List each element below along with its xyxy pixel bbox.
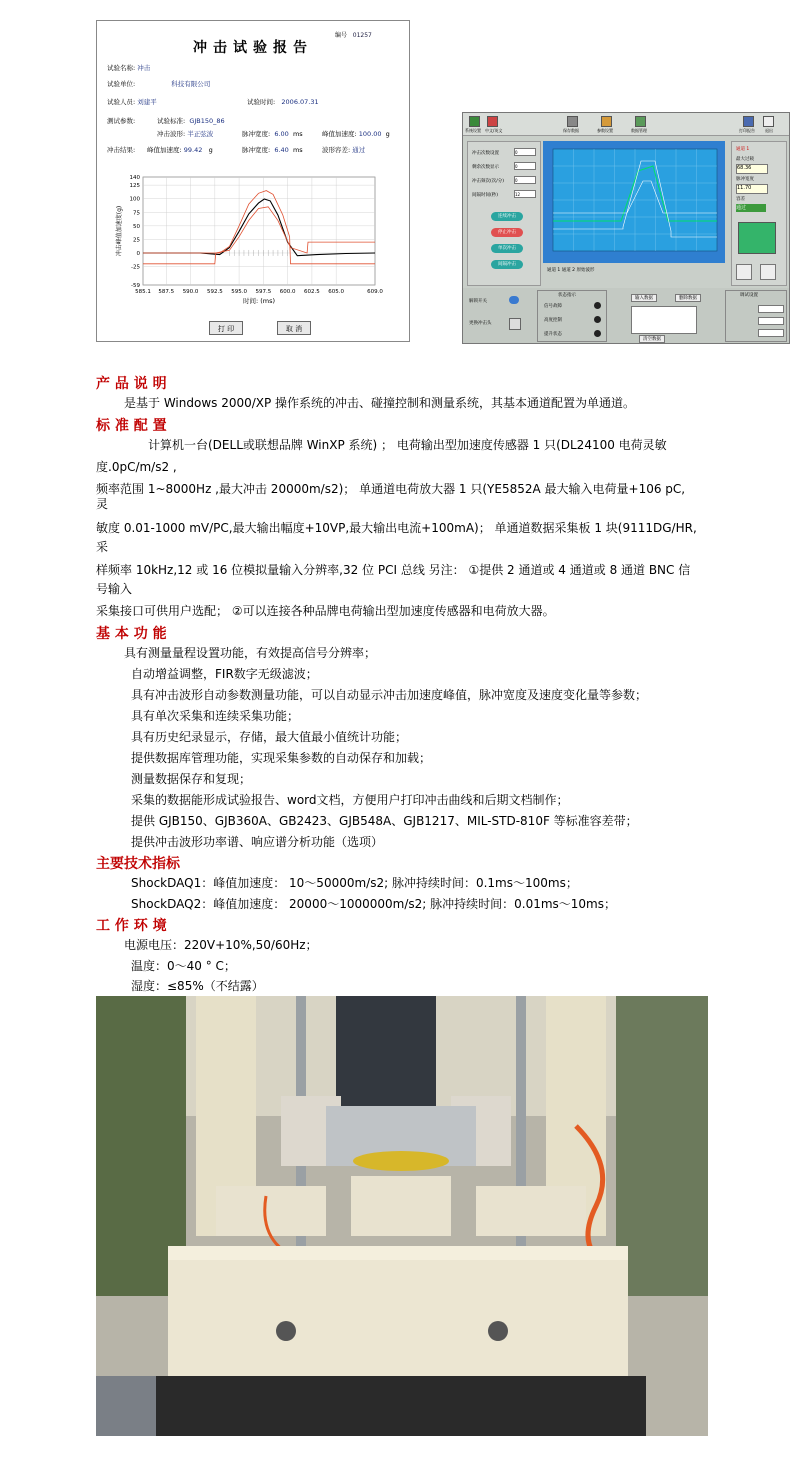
status-led (594, 302, 601, 309)
system-settings-icon[interactable] (469, 116, 480, 127)
field-label: 冲击频次(次/分) (472, 179, 505, 184)
x-tick-label: 592.5 (206, 289, 223, 295)
debug-input[interactable] (758, 305, 784, 313)
spec-line: ShockDAQ2：峰值加速度： 20000～1000000m/s2; 脉冲持续时间：0.01ms～10ms； (131, 897, 616, 911)
change-head-label: 更换冲击头 (469, 321, 492, 326)
test-time-row: 试验时间: 2006.07.31 (247, 98, 319, 106)
shock-control-software-window (462, 112, 790, 344)
debug-group-title: 调试设置 (740, 293, 758, 298)
toolbar-label: 打印报告 (739, 128, 755, 133)
x-tick-label: 602.5 (304, 289, 320, 295)
status-led (594, 316, 601, 323)
x-tick-label: 609.0 (367, 289, 383, 295)
config-line: 敏度 0.01-1000 mV/PC,最大输出幅度+10VP,最大输出电流+100mA)； 单通道数据采集板 1 块(9111DG/HR, (96, 521, 697, 535)
function-item: 具有单次采集和连续采集功能； (131, 709, 300, 723)
y-tick-label: 125 (129, 183, 140, 190)
pulse-width-row: 脉冲宽度: 6.00 ms (242, 130, 303, 138)
standard-row: 试验标准: GJB150_86 (157, 117, 225, 125)
status-group (537, 290, 607, 342)
function-item: 提供数据库管理功能，实现采集参数的自动保存和加载； (131, 751, 432, 765)
y-tick-label: 50 (133, 223, 140, 230)
test-person-row: 试验人员: 刘建平 (107, 98, 157, 106)
config-line: 灵 (96, 497, 109, 511)
status-led (594, 330, 601, 337)
y-tick-label: 25 (133, 237, 140, 244)
print-report-icon[interactable] (743, 116, 754, 127)
debug-input[interactable] (758, 329, 784, 337)
y-tick-label: -59 (131, 283, 140, 289)
pulse-width-label: 脉冲宽度 (736, 177, 754, 182)
live-waveform-chart (543, 141, 725, 263)
chart-channel-labels: 通道 1 通道 2 原始波形 (547, 268, 595, 273)
tolerance-label: 容差 (736, 197, 745, 202)
status-group-title: 状态指示 (558, 293, 576, 298)
status-label: 提升状态 (544, 332, 562, 337)
environment-line: 湿度：≤85%（不结露） (131, 979, 264, 993)
x-tick-label: 605.0 (328, 289, 345, 295)
config-line: 采 (96, 540, 109, 554)
toolbar-label: 系统设置 (465, 128, 481, 133)
software-toolbar (463, 113, 789, 136)
save-data-icon[interactable] (567, 116, 578, 127)
section-title-environment: 工 作 环 境 (96, 918, 167, 934)
x-tick-label: 587.5 (158, 289, 175, 295)
debug-input[interactable] (758, 317, 784, 325)
zoom-in-icon[interactable] (736, 264, 752, 280)
config-line: 计算机一台(DELL或联想品牌 WinXP 系统) ； 电荷输出型加速度传感器 1 只(DL24100 电荷灵敏 (148, 438, 667, 452)
toolbar-label: 参数设置 (597, 128, 613, 133)
x-tick-label: 597.5 (255, 289, 272, 295)
section-title-configuration: 标 准 配 置 (96, 418, 167, 434)
function-item: 具有历史纪录显示，存储，最大值最小值统计功能； (131, 730, 408, 744)
control-panel-left (467, 141, 541, 286)
x-tick-label: 600.0 (279, 289, 296, 295)
continuous-shock-button[interactable]: 连续冲击 (491, 212, 523, 221)
interval-time-input[interactable]: 12 (514, 190, 536, 198)
readout-panel-right (731, 141, 787, 286)
input-data-button[interactable]: 输入数据 (631, 294, 657, 302)
y-tick-label: 75 (133, 210, 140, 217)
parameter-settings-icon[interactable] (601, 116, 612, 127)
section-title-description: 产 品 说 明 (96, 376, 167, 392)
software-bottom-panel (463, 288, 789, 344)
stop-shock-button[interactable]: 停止冲击 (491, 228, 523, 237)
cancel-button[interactable]: 取 消 (277, 321, 311, 335)
shock-test-machine-photo (96, 996, 708, 1436)
debug-settings-group (725, 290, 787, 342)
section-title-specifications: 主要技术指标 (96, 856, 180, 872)
clear-data-button[interactable]: 清空数据 (639, 335, 665, 343)
tolerance-value: 通过 (736, 204, 766, 212)
field-label: 间隔时间(秒) (472, 193, 499, 198)
report-title: 冲击试验报告 (193, 40, 313, 56)
section-title-functions: 基 本 功 能 (96, 626, 167, 642)
status-label: 信号故障 (544, 304, 562, 309)
shock-waveform-chart (113, 171, 385, 321)
max-overload-value: 68.36 (736, 164, 768, 174)
y-tick-label: 140 (129, 175, 140, 181)
function-item: 具有测量量程设置功能，有效提高信号分辨率； (124, 646, 377, 660)
environment-line: 温度：0～40 ° C； (131, 959, 236, 973)
waveform-row: 冲击波形: 半正弦波 (157, 130, 214, 138)
function-item: 采集的数据能形成试验报告、word文档，方便用户打印冲击曲线和后期文档制作； (131, 793, 569, 807)
toolbar-label: 中文/英文 (485, 128, 503, 133)
environment-line: 电源电压：220V+10%,50/60Hz； (124, 938, 318, 952)
function-item: 提供冲击波形功率谱、响应谱分析功能（选项） (131, 835, 384, 849)
function-item: 自动增益调整，FIR数字无级滤波； (131, 667, 318, 681)
channel-label: 通道 1 (736, 147, 750, 152)
test-report-window (96, 20, 410, 342)
config-line: 号输入 (96, 582, 133, 596)
status-indicator (738, 222, 776, 254)
data-management-icon[interactable] (635, 116, 646, 127)
spec-line: ShockDAQ1：峰值加速度： 10～50000m/s2; 脉冲持续时间：0.1ms～100ms； (131, 876, 578, 890)
field-label: 剩余次数显示 (472, 165, 499, 170)
config-line: 采集接口可供用户选配； ②可以连接各种品牌电荷输出型加速度传感器和电荷放大器。 (96, 604, 555, 618)
single-shock-button[interactable]: 单次冲击 (491, 244, 523, 253)
config-line: 频率范围 1~8000Hz ,最大冲击 20000m/s2)； 单通道电荷放大器 1 只(YE5852A 最大输入电荷量+106 pC, (96, 482, 686, 496)
config-line: 样频率 10kHz,12 或 16 位模拟量输入分辨率,32 位 PCI 总线 另注： ①提供 2 通道或 4 通道或 8 通道 BNC 信 (96, 563, 691, 577)
function-item: 具有冲击波形自动参数测量功能，可以自动显示冲击加速度峰值，脉冲宽度及速度变化量等参数； (131, 688, 648, 702)
report-number: 编号 01257 (335, 32, 372, 39)
x-axis-label: 时间: (ms) (242, 297, 276, 305)
shock-count-input[interactable]: 0 (514, 148, 536, 156)
test-name-row: 试验名称: 冲击 (107, 64, 151, 72)
toolbar-label: 保存数据 (563, 128, 579, 133)
function-item: 测量数据保存和复现； (131, 772, 252, 786)
test-params-label: 测试参数: (107, 117, 136, 125)
x-tick-label: 595.0 (231, 289, 247, 295)
data-list[interactable] (631, 306, 697, 334)
print-button[interactable]: 打 印 (209, 321, 243, 335)
config-line: 度.0pC/m/s2 , (96, 460, 177, 474)
function-item: 提供 GJB150、GJB360A、GB2423、GJB548A、GJB1217、MIL-STD-810F 等标准容差带； (131, 814, 638, 828)
pulse-width-value: 11.70 (736, 184, 768, 194)
test-unit-row: 试验单位: 科技有限公司 (107, 80, 211, 88)
result-label: 冲击结果: (107, 146, 136, 154)
y-axis-label: 冲击峰值加速度(g) (116, 205, 123, 257)
x-tick-label: 585.1 (135, 289, 151, 295)
delete-data-button[interactable]: 删除数据 (675, 294, 701, 302)
result-tolerance-row: 波形容差: 通过 (322, 146, 366, 154)
remaining-count-input[interactable]: 0 (514, 162, 536, 170)
x-tick-label: 590.0 (182, 289, 199, 295)
description-text: 是基于 Windows 2000/XP 操作系统的冲击、碰撞控制和测量系统，其基本通道配置为单通道。 (124, 396, 636, 410)
field-label: 冲击次数设置 (472, 151, 499, 156)
status-label: 高度控制 (544, 318, 562, 323)
zoom-out-icon[interactable] (760, 264, 776, 280)
max-overload-label: 最大过载 (736, 157, 754, 162)
toolbar-label: 退出 (765, 128, 773, 133)
unlock-switch-label: 解锁开关 (469, 299, 487, 304)
result-pulse-row: 脉冲宽度: 6.40 ms (242, 146, 303, 154)
interval-shock-button[interactable]: 间隔冲击 (491, 260, 523, 269)
y-tick-label: 100 (129, 196, 140, 203)
result-peak-row: 峰值加速度: 99.42 g (147, 146, 213, 154)
change-head-button[interactable] (509, 318, 521, 330)
toolbar-label: 数据管理 (631, 128, 647, 133)
peak-accel-row: 峰值加速度: 100.00 g (322, 130, 390, 138)
exit-icon[interactable] (763, 116, 774, 127)
shock-frequency-input[interactable]: 0 (514, 176, 536, 184)
y-tick-label: 0 (136, 250, 140, 257)
language-icon[interactable] (487, 116, 498, 127)
y-tick-label: -25 (131, 264, 140, 271)
unlock-switch[interactable] (509, 296, 519, 304)
